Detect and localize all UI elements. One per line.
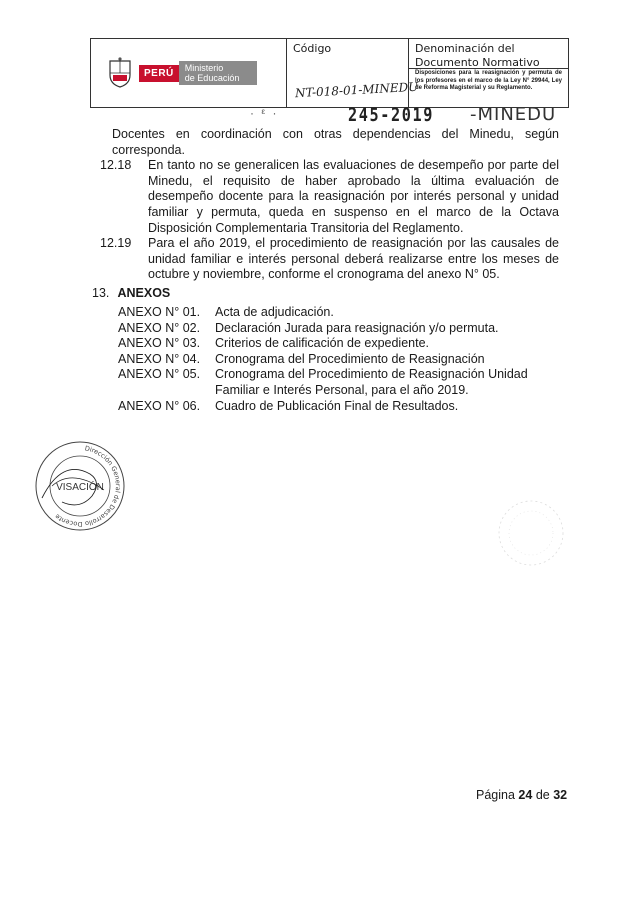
denomination-label: Denominación del Documento Normativo [409,39,568,69]
annex-row: ANEXO N° 03. Criterios de calificación de expediente. [118,336,430,351]
scan-noise: · ᵋ · [250,106,279,120]
page-number-footer: Página 24 de 32 [476,788,568,802]
section-heading [92,286,170,300]
annex-row: ANEXO N° 05. Cronograma del Procedimiento de Reasignación Unidad Familiar e Interés Personal, para el año 2019. [118,367,528,397]
handwritten-code: NT-018-01-MINEDU [294,79,419,101]
resolution-number-stamp: 245-2019 [348,104,435,126]
denomination-cell [409,39,568,107]
visacion-seal-stamp [32,438,128,534]
item-text: Para el año 2019, el procedimiento de reasignación por las causales de unidad familiar e interés personal deberá realizarse entre los meses de octubre y noviembre, conforme el cronograma del anexo N° 05. [148,236,559,282]
ministry-label: Ministerio de Educación [179,61,257,85]
current-page: 24 [518,788,533,802]
ministry-logo [91,39,287,107]
coat-of-arms-icon [105,57,135,89]
body-text [100,127,559,283]
item-number: 12.19 [100,236,132,251]
annex-row: ANEXO N° 06. Cuadro de Publicación Final de Resultados. [118,398,459,413]
svg-text:Dirección General de Desarroll: Dirección General de Desarrollo Docente [53,444,122,529]
item-12-18 [100,158,559,236]
annex-row: ANEXO N° 01. Acta de adjudicación. [118,305,334,319]
total-pages: 32 [553,788,568,802]
document-header-table [90,38,569,108]
annex-row: ANEXO N° 02. Declaración Jurada para reasignación y/o permuta. [118,320,499,335]
annex-row: ANEXO N° 04. Cronograma del Procedimiento de Reasignación [118,351,485,366]
item-text: En tanto no se generalicen las evaluaciones de desempeño por parte del Minedu, el requisito de haber aprobado la última evaluación de desempeño docente para la reasignación por interés personal y unidad familiar y permuta, queda en suspenso en el marco de la Octava Disposición Complementaria Transitoria del Reglamento. [148,158,559,235]
resolution-suffix-stamp: -MINEDU [470,104,557,125]
intro-paragraph: Docentes en coordinación con otras dependencias del Minedu, según corresponda. [112,127,559,157]
denomination-text: Disposiciones para la reasignación y permuta de los profesores en el marco de la Ley N° 29944, Ley de Reforma Magisterial y su Reglamento. [415,70,562,92]
item-12-19 [100,236,559,283]
code-label: Código [293,42,332,55]
annex-list [118,305,568,414]
country-label: PERÚ [139,65,179,82]
item-number: 12.18 [100,158,132,173]
faint-stamp-mark [496,498,566,568]
code-cell [287,39,419,107]
svg-text:VISACIÓN: VISACIÓN [56,482,104,493]
section-title: ANEXOS [117,286,171,300]
section-number: 13. [92,286,110,300]
